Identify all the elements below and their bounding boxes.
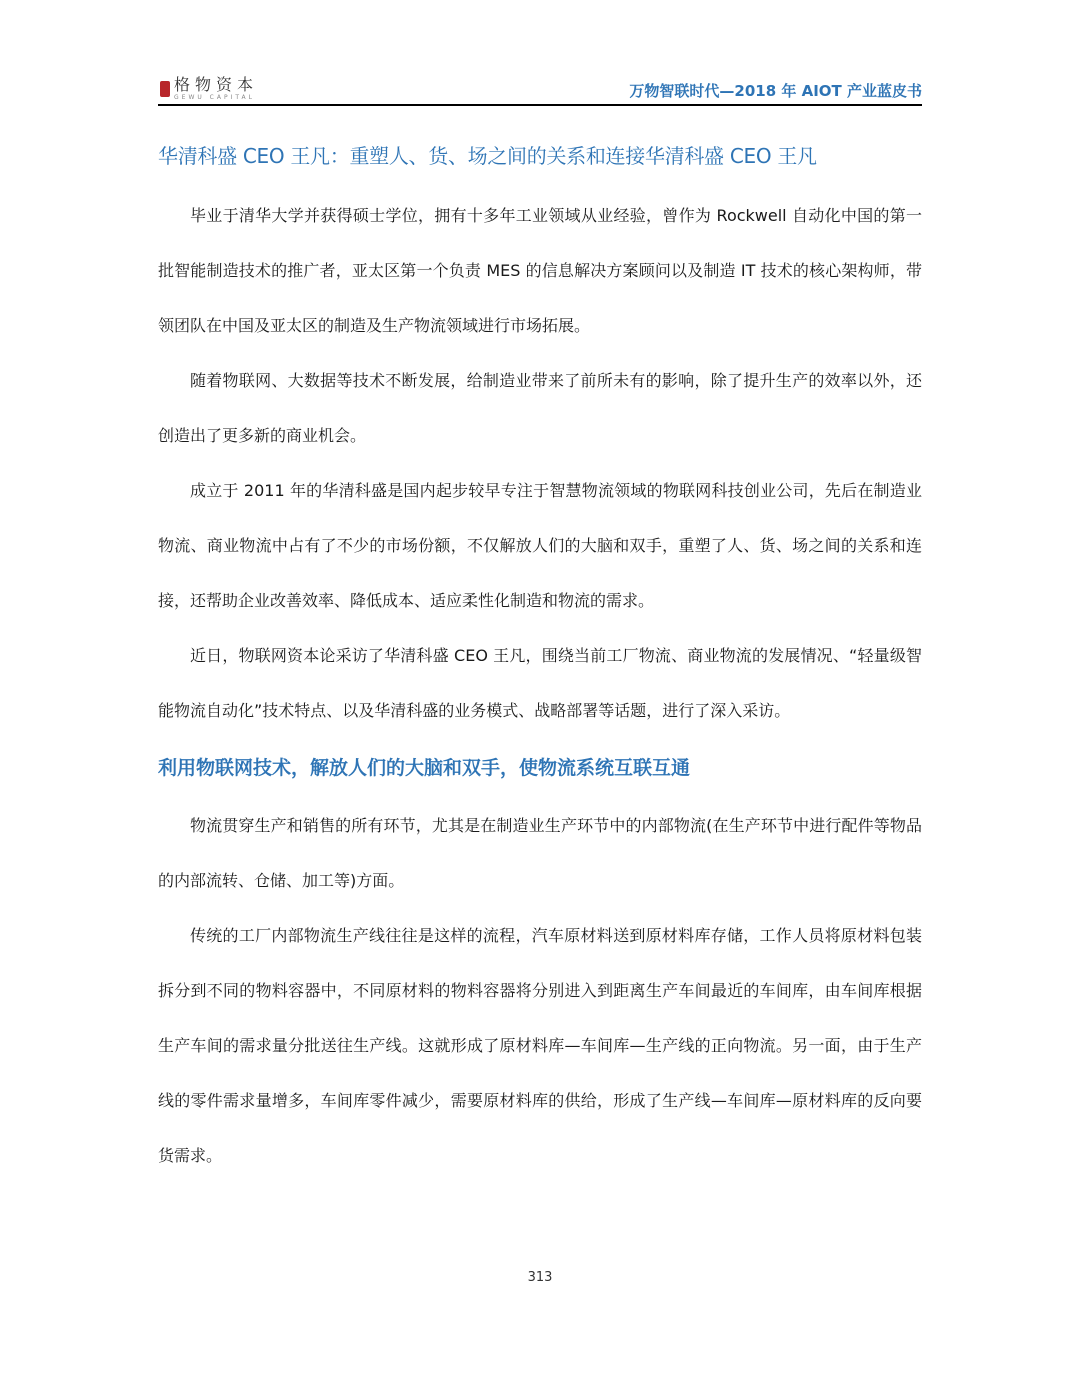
gewu-capital-logo: [160, 76, 258, 102]
logo-subtext: GEWU CAPITAL: [174, 94, 255, 101]
logo-mark-icon: [160, 81, 170, 97]
logo-text: 格物资本: [174, 75, 259, 94]
paragraph: 随着物联网、大数据等技术不断发展，给制造业带来了前所未有的影响，除了提升生产的效率以外，还创造出了更多新的商业机会。: [158, 371, 922, 445]
article-title: 华清科盛 CEO 王凡：重塑人、货、场之间的关系和连接华清科盛 CEO 王凡: [158, 144, 817, 168]
article-body: [158, 130, 922, 1183]
book-title: 万物智联时代—2018 年 AIOT 产业蓝皮书: [629, 82, 922, 100]
paragraph: 毕业于清华大学并获得硕士学位，拥有十多年工业领域从业经验，曾作为 Rockwell 自动化中国的第一批智能制造技术的推广者，亚太区第一个负责 MES 的信息解决方案顾问以及制造 IT 技术的核心架构师，带领团队在中国及亚太区的制造及生产物流领域进行市场拓展。: [158, 206, 922, 335]
paragraph: 成立于 2011 年的华清科盛是国内起步较早专注于智慧物流领域的物联网科技创业公司，先后在制造业物流、商业物流中占有了不少的市场份额，不仅解放人们的大脑和双手，重塑了人、货、场之间的关系和连接，还帮助企业改善效率、降低成本、适应柔性化制造和物流的需求。: [158, 481, 922, 610]
paragraph: 近日，物联网资本论采访了华清科盛 CEO 王凡，围绕当前工厂物流、商业物流的发展情况、“轻量级智能物流自动化”技术特点、以及华清科盛的业务模式、战略部署等话题，进行了深入采访。: [158, 646, 922, 720]
page-header: [158, 74, 922, 106]
paragraph: 物流贯穿生产和销售的所有环节，尤其是在制造业生产环节中的内部物流(在生产环节中进行配件等物品的内部流转、仓储、加工等)方面。: [158, 816, 922, 890]
page-number: 313: [527, 1270, 553, 1285]
paragraph: 传统的工厂内部物流生产线往往是这样的流程，汽车原材料送到原材料库存储，工作人员将原材料包装拆分到不同的物料容器中，不同原材料的物料容器将分别进入到距离生产车间最近的车间库，由车间库根据生产车间的需求量分批送往生产线。这就形成了原材料库—车间库—生产线的正向物流。另一面，由于生产线的零件需求量增多，车间库零件减少，需要原材料库的供给，形成了生产线—车间库—原材料库的反向要货需求。: [158, 926, 922, 1165]
section-title: 利用物联网技术，解放人们的大脑和双手，使物流系统互联互通: [158, 757, 691, 779]
